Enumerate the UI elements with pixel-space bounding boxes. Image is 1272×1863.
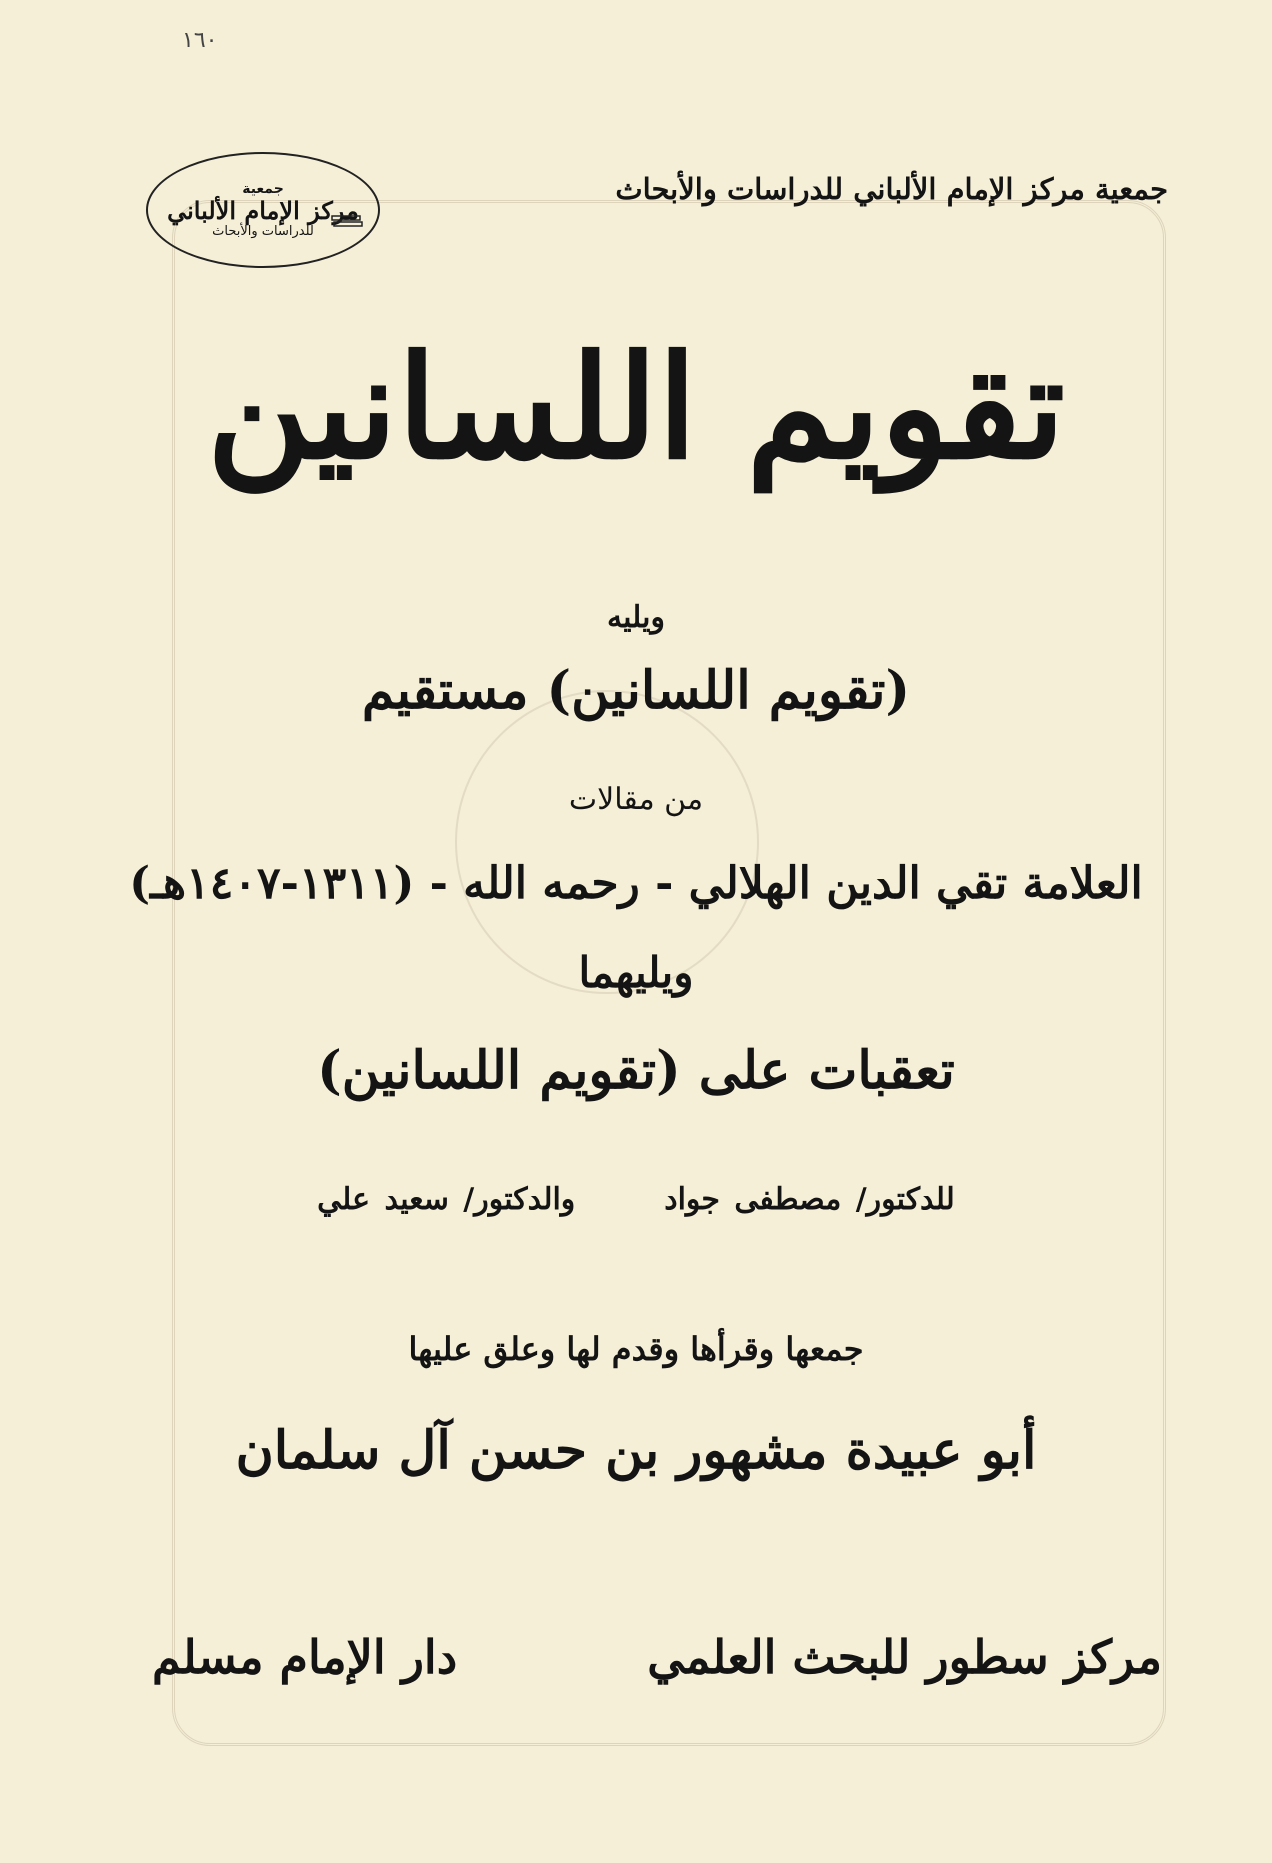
author-line: العلامة تقي الدين الهلالي - رحمه الله - (١٣١١-١٤٠٧هـ) (129, 858, 1143, 909)
seal-top-text: جمعية (242, 180, 284, 197)
subtitle: (تقويم اللسانين) مستقيم (361, 660, 911, 721)
seal-bottom-text: للدراسات والأبحاث (212, 224, 314, 240)
doctors-line (0, 1182, 1272, 1217)
doctor-first: للدكتور/ مصطفى جواد (664, 1182, 955, 1217)
doctor-second: والدكتور/ سعيد علي (317, 1182, 576, 1217)
association-name: جمعية مركز الإمام الألباني للدراسات والأبحاث (615, 172, 1168, 206)
and-after-both-label: ويليهما (578, 948, 694, 997)
association-seal (146, 152, 380, 268)
book-stack-icon (330, 214, 364, 230)
publisher-right: مركز سطور للبحث العلمي (647, 1630, 1162, 1684)
third-title: تعقبات على (تقويم اللسانين) (317, 1040, 955, 1101)
editor-name: أبو عبيدة مشهور بن حسن آل سلمان (235, 1420, 1037, 1481)
main-title: تقويم اللسانين (206, 325, 1066, 491)
seal-middle-text: مركز الإمام الألباني (167, 195, 359, 225)
publisher-left: دار الإمام مسلم (152, 1630, 458, 1684)
compiled-by-label: جمعها وقرأها وقدم لها وعلق عليها (408, 1330, 864, 1368)
handwritten-corner-mark: ١٦٠ (182, 28, 218, 53)
and-after-label: ويليه (607, 600, 665, 635)
from-articles-label: من مقالات (568, 782, 704, 817)
